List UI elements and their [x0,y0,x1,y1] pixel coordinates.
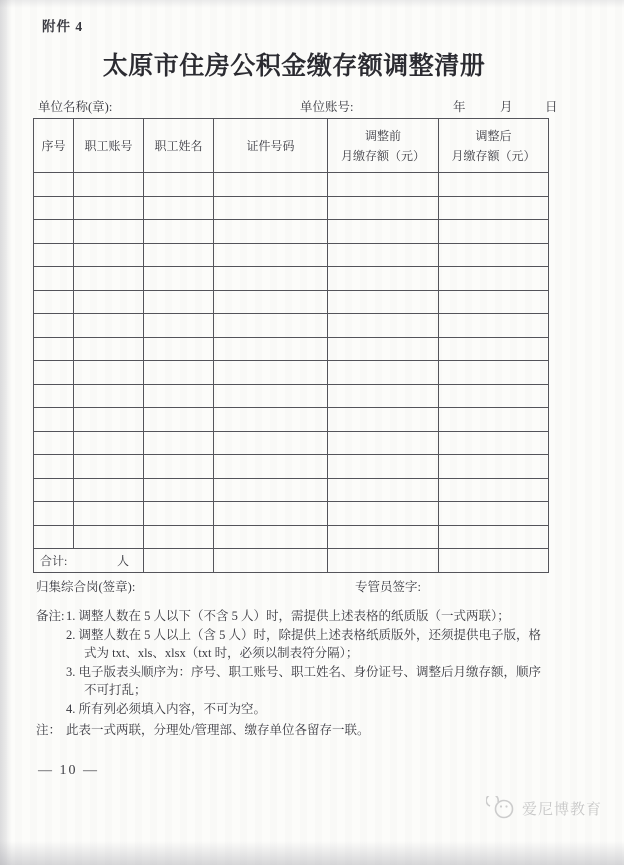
table-empty-cell [144,525,214,549]
table-empty-cell [34,337,74,361]
table-empty-cell [34,455,74,479]
note-item-2: 2. 调整人数在 5 人以上（含 5 人）时，除提供上述表格纸质版外，还须提供电子版，格式为 txt、xls、xlsx（txt 时，必须以制表符分隔）； [66,628,542,660]
total-unit-label: 人 [116,554,129,568]
table-empty-cell [439,267,549,291]
notes-items [66,607,553,719]
table-empty-cell [439,290,549,314]
column-header-after-adjustment: 调整后 月缴存额（元） [439,119,549,173]
table-empty-cell [144,431,214,455]
date-day-label: 日 [545,100,558,114]
table-empty-cell [74,361,144,385]
table-empty-cell [439,220,549,244]
table-empty-cell [439,431,549,455]
table-empty-cell [328,243,439,267]
table-empty-cell [144,478,214,502]
final-note-label: 注： [36,723,62,737]
table-empty-cell [34,384,74,408]
table-empty-cell [144,314,214,338]
watermark-logo-icon [486,796,518,820]
table-empty-cell [328,337,439,361]
table-empty-cell [328,478,439,502]
table-empty-row [34,478,549,502]
total-empty-cell [439,549,549,573]
table-empty-row [34,502,549,526]
notes-label: 备注: [36,609,65,623]
table-empty-cell [34,361,74,385]
table-empty-cell [328,267,439,291]
table-empty-cell [214,502,328,526]
table-empty-cell [144,408,214,432]
table-empty-cell [34,502,74,526]
table-empty-cell [439,525,549,549]
table-empty-cell [34,173,74,197]
table-empty-cell [144,196,214,220]
table-empty-cell [328,361,439,385]
column-header-employee-name: 职工姓名 [144,119,214,173]
table-empty-cell [439,173,549,197]
table-empty-cell [439,361,549,385]
table-empty-cell [214,314,328,338]
table-empty-cell [214,243,328,267]
table-empty-cell [34,243,74,267]
table-empty-cell [74,337,144,361]
table-empty-cell [214,290,328,314]
column-header-serial: 序号 [34,119,74,173]
table-empty-cell [74,314,144,338]
table-empty-cell [74,408,144,432]
table-empty-cell [34,196,74,220]
total-label: 合计: [40,554,68,568]
table-empty-cell [34,220,74,244]
table-empty-cell [34,431,74,455]
table-empty-cell [74,173,144,197]
table-empty-cell [214,337,328,361]
total-empty-cell [144,549,214,573]
table-total-section [34,549,549,573]
table-empty-cell [74,502,144,526]
scan-edge-bottom [0,841,624,865]
date-month-label: 月 [500,100,513,114]
table-empty-cell [439,243,549,267]
administrator-signature-label: 专管员签字: [355,580,421,594]
table-empty-cell [328,502,439,526]
table-empty-cell [328,455,439,479]
table-empty-cell [214,196,328,220]
table-empty-cell [34,314,74,338]
table-empty-cell [214,361,328,385]
table-empty-row [34,243,549,267]
table-empty-cell [439,502,549,526]
table-empty-cell [144,384,214,408]
table-empty-cell [328,290,439,314]
total-empty-cell [328,549,439,573]
table-empty-row [34,384,549,408]
table-empty-cell [144,337,214,361]
table-empty-cell [328,431,439,455]
document-title: 太原市住房公积金缴存额调整清册 [102,53,486,80]
table-empty-cell [328,314,439,338]
table-empty-row [34,220,549,244]
table-empty-cell [74,431,144,455]
table-empty-row [34,337,549,361]
table-empty-row [34,361,549,385]
table-empty-cell [74,478,144,502]
watermark-text: 爱尼博教育 [522,801,603,818]
table-empty-cell [214,478,328,502]
table-empty-cell [74,290,144,314]
table-empty-cell [34,290,74,314]
table-empty-cell [34,267,74,291]
scan-edge-left [0,0,12,865]
note-item-3: 3. 电子版表头顺序为：序号、职工账号、职工姓名、身份证号、调整后月缴存额，顺序不可打乱； [66,665,542,697]
table-empty-cell [439,478,549,502]
table-header [34,119,549,173]
table-empty-row [34,431,549,455]
table-empty-cell [214,408,328,432]
table-empty-cell [328,408,439,432]
table-empty-cell [214,525,328,549]
collection-post-signature-label: 归集综合岗(签章): [36,580,136,594]
table-empty-row [34,196,549,220]
form-info-line [0,97,624,115]
table-empty-cell [439,384,549,408]
table-empty-cell [144,243,214,267]
table-empty-cell [34,408,74,432]
table-empty-cell [34,478,74,502]
table-empty-cell [74,455,144,479]
unit-account-label: 单位账号: [300,100,354,114]
table-empty-cell [74,525,144,549]
table-empty-cell [328,196,439,220]
total-label-cell [34,549,144,573]
table-empty-cell [214,455,328,479]
table-empty-cell [214,267,328,291]
note-item-4: 4. 所有列必须填入内容，不可为空。 [66,702,267,716]
table-body-empty-rows [34,173,549,549]
table-empty-row [34,314,549,338]
column-header-before-adjustment: 调整前 月缴存额（元） [328,119,439,173]
table-empty-cell [439,337,549,361]
table-empty-cell [74,196,144,220]
table-empty-row [34,290,549,314]
table-empty-row [34,173,549,197]
table-empty-cell [74,220,144,244]
column-header-employee-account: 职工账号 [74,119,144,173]
table-empty-cell [74,267,144,291]
table-empty-cell [328,525,439,549]
table-empty-row [34,408,549,432]
table-empty-cell [144,361,214,385]
table-empty-cell [144,173,214,197]
unit-name-label: 单位名称(章): [38,100,113,114]
table-empty-cell [328,220,439,244]
table-empty-cell [214,384,328,408]
table-empty-cell [214,431,328,455]
table-empty-row [34,455,549,479]
table-empty-row [34,267,549,291]
table-empty-cell [74,243,144,267]
table-empty-cell [74,384,144,408]
table-empty-cell [214,220,328,244]
final-note-text: 此表一式两联，分理处/管理部、缴存单位各留存一联。 [66,723,370,737]
table-empty-cell [144,290,214,314]
table-empty-cell [144,502,214,526]
table-empty-cell [328,173,439,197]
scan-edge-top [0,0,624,8]
table-empty-cell [144,455,214,479]
table-header-row [34,119,549,173]
table-empty-cell [439,314,549,338]
attachment-label: 附件 4 [42,19,84,34]
signature-line [0,577,624,595]
table-empty-cell [214,173,328,197]
table-empty-cell [439,196,549,220]
table-empty-cell [328,384,439,408]
page-number: — 10 — [38,763,99,778]
table-empty-row [34,525,549,549]
notes-section [36,607,553,739]
note-item-1: 1. 调整人数在 5 人以下（不含 5 人）时，需提供上述表格的纸质版（一式两联）； [66,609,510,623]
table-empty-cell [439,455,549,479]
total-empty-cell [214,549,328,573]
table-empty-cell [439,408,549,432]
date-year-label: 年 [453,100,466,114]
watermark [486,796,602,820]
adjustment-roster-table [33,118,549,573]
table-empty-cell [144,220,214,244]
column-header-id-number: 证件号码 [214,119,328,173]
table-empty-cell [34,525,74,549]
table-empty-cell [144,267,214,291]
total-row [34,549,549,573]
